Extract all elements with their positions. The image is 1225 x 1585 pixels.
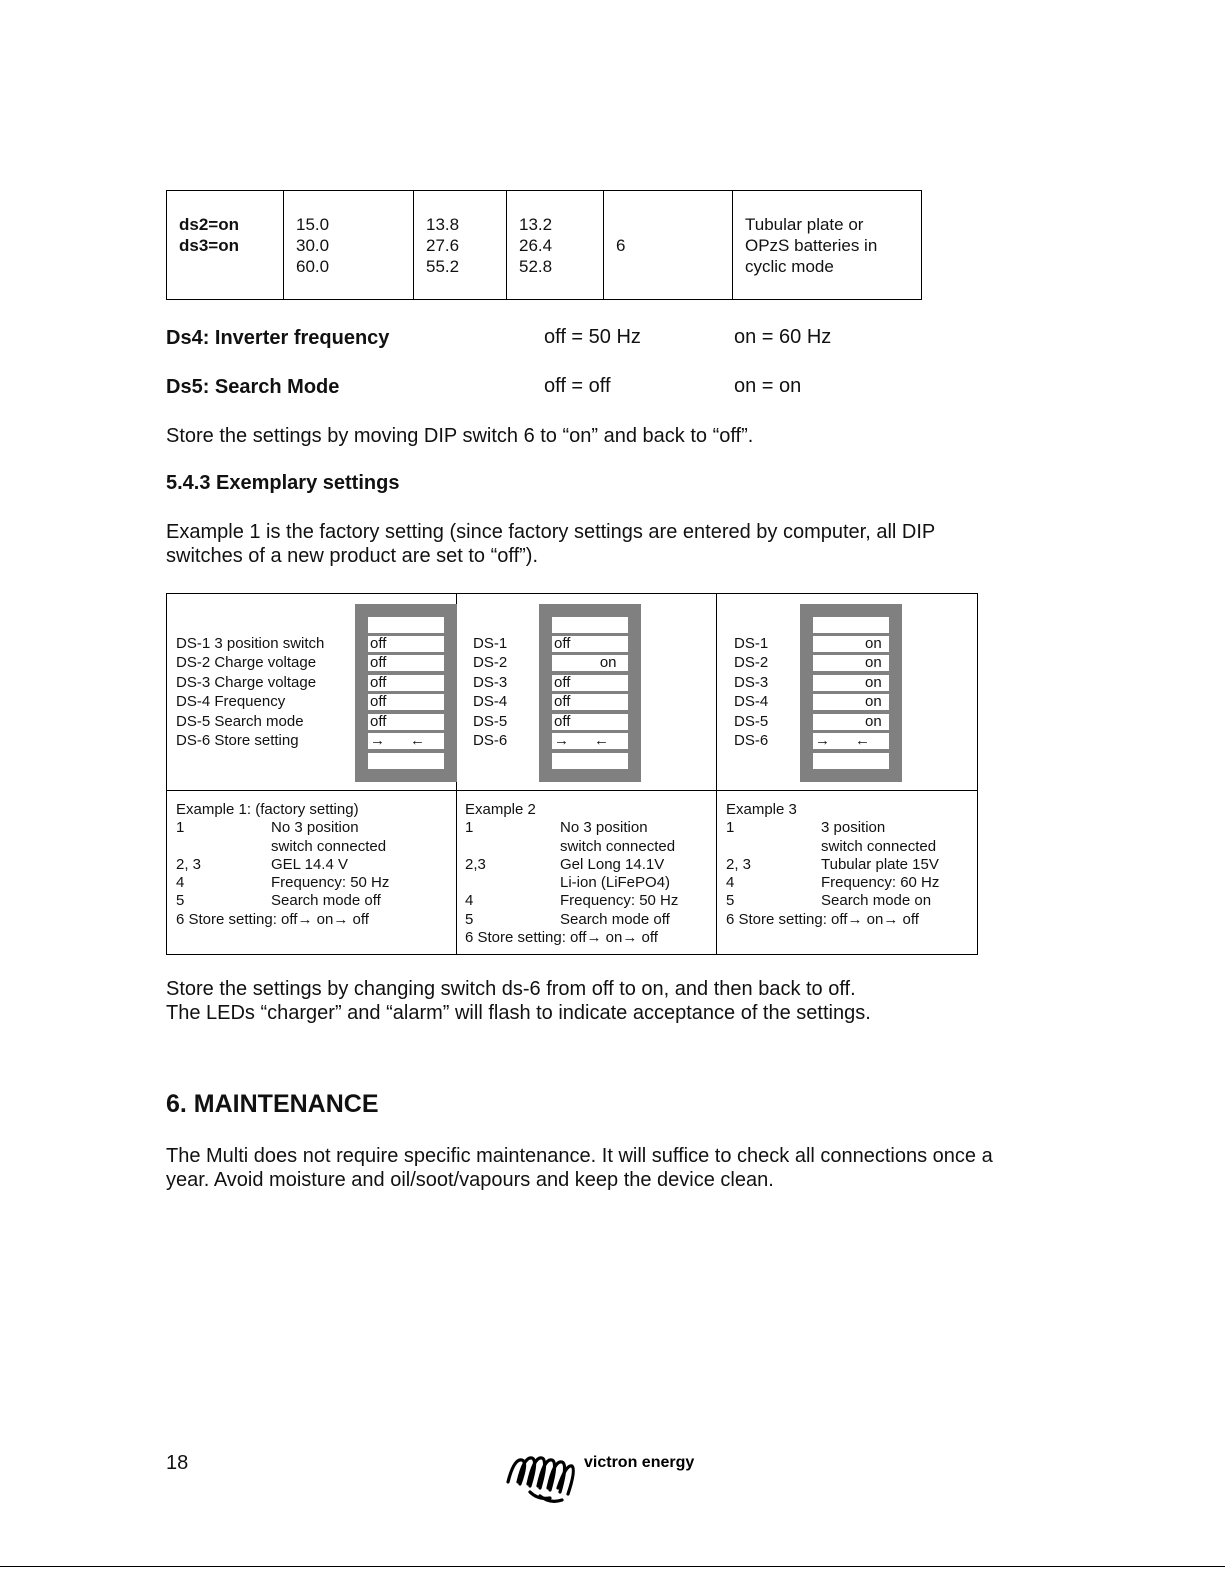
dip-label: DS-1 3 position switch bbox=[176, 635, 325, 652]
dip-switch-position: off bbox=[552, 714, 628, 730]
dip-label: DS-6 Store setting bbox=[176, 731, 299, 749]
grid-divider bbox=[716, 594, 717, 954]
dip-label: DS-5 Search mode bbox=[176, 712, 304, 730]
storage-voltage-cell bbox=[507, 191, 604, 300]
dip-labels-example-1 bbox=[176, 634, 324, 750]
setting-value: GEL 14.4 V bbox=[271, 855, 348, 873]
dip-switch-block-2 bbox=[539, 604, 641, 782]
cell-line: 13.8 bbox=[426, 214, 460, 234]
dip-label: DS-1 bbox=[473, 635, 508, 652]
switch-number: 5 bbox=[176, 892, 185, 910]
cell-line: 30.0 bbox=[296, 235, 330, 255]
ds4-on-value: on = 60 Hz bbox=[734, 326, 832, 348]
store-instruction: Store the settings by moving DIP switch 6 to “on” and back to “off”. bbox=[166, 425, 754, 447]
dip-label: DS-3 bbox=[473, 673, 508, 691]
dip-switch-position: off bbox=[552, 636, 628, 652]
ds5-label: Ds5: Search Mode bbox=[166, 376, 340, 398]
switch-number: 4 bbox=[726, 874, 735, 892]
paragraph-line: Store the settings by changing switch ds-6 from off to on, and then back to off. bbox=[166, 978, 856, 1000]
example-row bbox=[465, 910, 670, 929]
dip-switch-position: → ← bbox=[368, 733, 444, 749]
example-1-description bbox=[176, 801, 390, 929]
cell-line: ds3=on bbox=[179, 235, 239, 255]
setting-value: Li-ion (LiFePO4) bbox=[560, 874, 671, 892]
dip-label: DS-5 bbox=[473, 712, 508, 730]
logo-brand-text: victron energy bbox=[584, 1454, 695, 1471]
setting-value: switch connected bbox=[560, 837, 676, 855]
example-row bbox=[465, 892, 679, 910]
paragraph-line: Example 1 is the factory setting (since factory settings are entered by computer, all DIP bbox=[166, 521, 936, 543]
absorption-time-cell bbox=[604, 191, 733, 300]
switch-combination-cell bbox=[167, 191, 284, 300]
setting-value: Frequency: 60 Hz bbox=[821, 874, 940, 892]
switch-number: 2, 3 bbox=[726, 855, 752, 873]
dip-label: DS-5 bbox=[734, 712, 769, 730]
dip-labels-example-2 bbox=[473, 634, 507, 750]
cell-line: Tubular plate or bbox=[745, 214, 864, 234]
battery-type-cell bbox=[733, 191, 922, 300]
dip-label: DS-6 bbox=[734, 731, 769, 749]
dip-switch-position: off bbox=[552, 675, 628, 691]
example-title: Example 2 bbox=[465, 801, 536, 818]
dip-switch-position: → ← bbox=[813, 733, 889, 749]
dip-switch-block-1 bbox=[355, 604, 457, 782]
example-title: Example 1: (factory setting) bbox=[176, 801, 359, 818]
dip-label: DS-1 bbox=[734, 635, 769, 652]
dip-switch-examples-grid bbox=[166, 593, 978, 955]
dip-switch-position: on bbox=[813, 636, 889, 652]
dip-switch-position: on bbox=[813, 694, 889, 710]
setting-value: Search mode off bbox=[271, 892, 381, 910]
intro-paragraph bbox=[166, 520, 1066, 568]
cell-line: 27.6 bbox=[426, 235, 460, 255]
dip-switch-position: off bbox=[368, 714, 444, 730]
absorption-voltage-cell bbox=[284, 191, 414, 300]
switch-number: 5 bbox=[465, 910, 474, 928]
dip-label: DS-4 Frequency bbox=[176, 693, 286, 711]
dip-switch-position: on bbox=[813, 655, 889, 671]
dip-switch-position: off bbox=[368, 636, 444, 652]
setting-value: 3 position bbox=[821, 819, 886, 837]
example-row bbox=[726, 892, 932, 910]
example-title: Example 3 bbox=[726, 801, 797, 818]
example-row bbox=[726, 819, 919, 837]
switch-number: 5 bbox=[726, 892, 735, 910]
dip-label: DS-4 bbox=[473, 693, 508, 711]
grid-divider bbox=[167, 790, 977, 791]
maintenance-paragraph bbox=[166, 1144, 1126, 1192]
paragraph-line: The Multi does not require specific maintenance. It will suffice to check all connections once a bbox=[166, 1145, 993, 1167]
dip-label: DS-2 Charge voltage bbox=[176, 654, 317, 672]
store-setting-line: 6 Store setting: off→ on→ off bbox=[176, 910, 369, 928]
paragraph-line: year. Avoid moisture and oil/soot/vapours and keep the device clean. bbox=[166, 1169, 774, 1191]
paragraph-line: The LEDs “charger” and “alarm” will flash to indicate acceptance of the settings. bbox=[166, 1002, 871, 1024]
dip-label: DS-4 bbox=[734, 693, 769, 711]
setting-value: Search mode off bbox=[560, 910, 670, 928]
example-row bbox=[465, 837, 676, 856]
example-row bbox=[176, 819, 369, 837]
dip-switch-position: off bbox=[368, 655, 444, 671]
page-bottom-rule bbox=[0, 1566, 1225, 1567]
setting-value: No 3 position bbox=[271, 819, 359, 837]
setting-value: No 3 position bbox=[560, 819, 648, 837]
ds4-off-value: off = 50 Hz bbox=[544, 326, 641, 348]
example-row bbox=[726, 855, 939, 874]
dip-label: DS-3 bbox=[734, 673, 769, 691]
section-heading-543: 5.4.3 Exemplary settings bbox=[166, 472, 400, 494]
cell-line: 60.0 bbox=[296, 256, 330, 276]
dip-switch-position: on bbox=[813, 675, 889, 691]
ds5-off-value: off = off bbox=[544, 375, 611, 397]
cell-line: OPzS batteries in bbox=[745, 235, 878, 255]
switch-number: 4 bbox=[465, 892, 474, 910]
example-row bbox=[465, 874, 671, 892]
example-2-description bbox=[465, 801, 679, 947]
dip-switch-position: on bbox=[552, 655, 628, 671]
dip-switch-position: off bbox=[368, 694, 444, 710]
float-voltage-cell bbox=[414, 191, 507, 300]
switch-number: 1 bbox=[726, 819, 735, 837]
cell-line: cyclic mode bbox=[745, 256, 834, 276]
ds4-label: Ds4: Inverter frequency bbox=[166, 327, 390, 349]
example-row bbox=[176, 856, 369, 874]
cell-line: 55.2 bbox=[426, 256, 460, 276]
example-row bbox=[176, 837, 387, 856]
section-heading-maintenance: 6. MAINTENANCE bbox=[166, 1090, 379, 1118]
store-after-paragraph bbox=[166, 977, 1066, 1025]
dip-switch-position: off bbox=[552, 694, 628, 710]
setting-value: switch connected bbox=[821, 837, 937, 855]
example-row bbox=[726, 874, 940, 892]
cell-line: ds2=on bbox=[179, 214, 239, 234]
setting-value: Frequency: 50 Hz bbox=[560, 892, 679, 910]
switch-number: 1 bbox=[465, 819, 474, 837]
cell-line: 26.4 bbox=[519, 235, 553, 255]
battery-settings-table bbox=[166, 190, 922, 300]
store-setting-line: 6 Store setting: off→ on→ off bbox=[465, 929, 658, 947]
example-3-description bbox=[726, 801, 940, 929]
dip-switch-position: → ← bbox=[552, 733, 628, 749]
example-row bbox=[176, 892, 381, 910]
switch-number: 4 bbox=[176, 874, 185, 892]
cell-line: 15.0 bbox=[296, 214, 330, 234]
store-setting-line: 6 Store setting: off→ on→ off bbox=[726, 910, 919, 928]
cell-line: 13.2 bbox=[519, 214, 553, 234]
setting-value: Search mode on bbox=[821, 892, 932, 910]
switch-number: 2, 3 bbox=[176, 855, 202, 873]
dip-label: DS-2 bbox=[473, 654, 508, 672]
victron-logo-icon bbox=[500, 1448, 710, 1508]
paragraph-line: switches of a new product are set to “off”). bbox=[166, 545, 539, 567]
switch-number: 1 bbox=[176, 819, 185, 837]
cell-line: 6 bbox=[616, 235, 626, 255]
table-row bbox=[167, 191, 922, 300]
page-number: 18 bbox=[166, 1452, 189, 1474]
dip-switch-block-3 bbox=[800, 604, 902, 782]
ds5-on-value: on = on bbox=[734, 375, 802, 397]
dip-switch-position: off bbox=[368, 675, 444, 691]
dip-label: DS-2 bbox=[734, 654, 769, 672]
dip-switch-position: on bbox=[813, 714, 889, 730]
dip-label: DS-6 bbox=[473, 731, 508, 749]
cell-line: 52.8 bbox=[519, 256, 553, 276]
example-row bbox=[465, 819, 658, 837]
setting-value: Gel Long 14.1V bbox=[560, 855, 665, 873]
example-row bbox=[465, 855, 665, 874]
victron-energy-logo bbox=[500, 1448, 710, 1513]
example-row bbox=[176, 874, 390, 892]
dip-label: DS-3 Charge voltage bbox=[176, 673, 317, 691]
switch-number: 2,3 bbox=[465, 855, 486, 873]
setting-value: Tubular plate 15V bbox=[821, 855, 939, 873]
setting-value: switch connected bbox=[271, 837, 387, 855]
setting-value: Frequency: 50 Hz bbox=[271, 874, 390, 892]
example-row bbox=[726, 837, 937, 856]
dip-labels-example-3 bbox=[734, 634, 768, 750]
